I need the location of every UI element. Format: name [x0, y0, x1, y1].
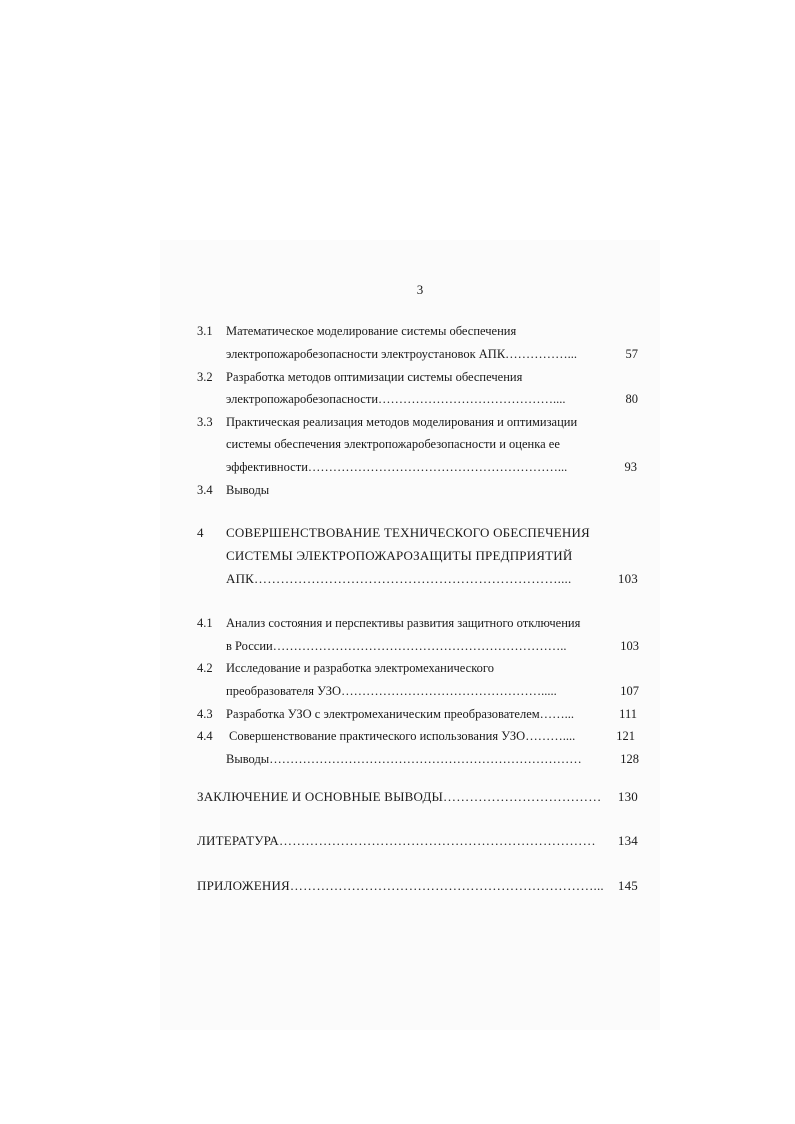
page-number: 3: [416, 282, 424, 297]
section-title-continued: электропожаробезопасности……………………………………....: [226, 392, 566, 406]
section-title: Исследование и разработка электромеханического: [226, 661, 494, 675]
page-ref: 145: [617, 878, 638, 893]
chapter-title-continued: СИСТЕМЫ ЭЛЕКТРОПОЖАРОЗАЩИТЫ ПРЕДПРИЯТИЙ: [226, 548, 573, 563]
page-ref: 121: [616, 729, 635, 743]
page-ref: 103: [620, 639, 639, 653]
section-title-continued: в России……………………………………………………………..: [226, 639, 567, 653]
section-number: 3.4: [197, 483, 213, 497]
page-ref: 80: [625, 392, 638, 406]
chapter-title: СОВЕРШЕНСТВОВАНИЕ ТЕХНИЧЕСКОГО ОБЕСПЕЧЕНИЯ: [226, 525, 590, 540]
section-number: 4.2: [197, 661, 213, 675]
section-title: Разработка методов оптимизации системы обеспечения: [226, 370, 523, 384]
section-title-continued: электропожаробезопасности электроустановок АПК……………...: [226, 347, 578, 361]
section-number: 3.1: [197, 324, 213, 338]
section-number: 3.2: [197, 370, 213, 384]
page-ref: 93: [624, 460, 637, 474]
section-number: 4.1: [197, 616, 213, 630]
section-title: Математическое моделирование системы обеспечения: [226, 324, 517, 338]
section-number: 3.3: [197, 415, 213, 429]
page-ref: 128: [620, 752, 639, 766]
chapter-title-continued: АПК……………………………………………………………....: [226, 571, 572, 586]
page-ref: 57: [625, 347, 638, 361]
section-title: Практическая реализация методов моделирования и оптимизации: [226, 415, 578, 429]
page-ref: 134: [617, 833, 638, 848]
section-title: ЗАКЛЮЧЕНИЕ И ОСНОВНЫЕ ВЫВОДЫ………………………………: [197, 789, 602, 804]
page-ref: 111: [619, 707, 637, 721]
section-title-continued: системы обеспечения электропожаробезопасности и оценка ее: [226, 437, 560, 451]
section-title: Анализ состояния и перспективы развития защитного отключения: [226, 616, 581, 630]
section-title: ПРИЛОЖЕНИЯ……………………………………………………………...: [197, 878, 604, 893]
section-title-continued: преобразователя УЗО………………………………………….....: [226, 684, 557, 698]
section-title: Выводы: [226, 483, 270, 497]
section-title: Разработка УЗО с электромеханическим преобразователем……...: [226, 707, 575, 721]
page-ref: 107: [620, 684, 639, 698]
section-number: 4.4: [197, 729, 213, 743]
chapter-number: 4: [197, 525, 204, 540]
section-title: Совершенствование практического использования УЗО………....: [229, 729, 576, 743]
page-ref: 103: [617, 571, 638, 586]
section-title: Выводы…………………………………………………………………: [226, 752, 582, 766]
section-title: ЛИТЕРАТУРА………………………………………………………………: [197, 833, 596, 848]
page-ref: 130: [617, 789, 638, 804]
section-title-continued: эффективности……………………………………………………...: [226, 460, 568, 474]
section-number: 4.3: [197, 707, 213, 721]
